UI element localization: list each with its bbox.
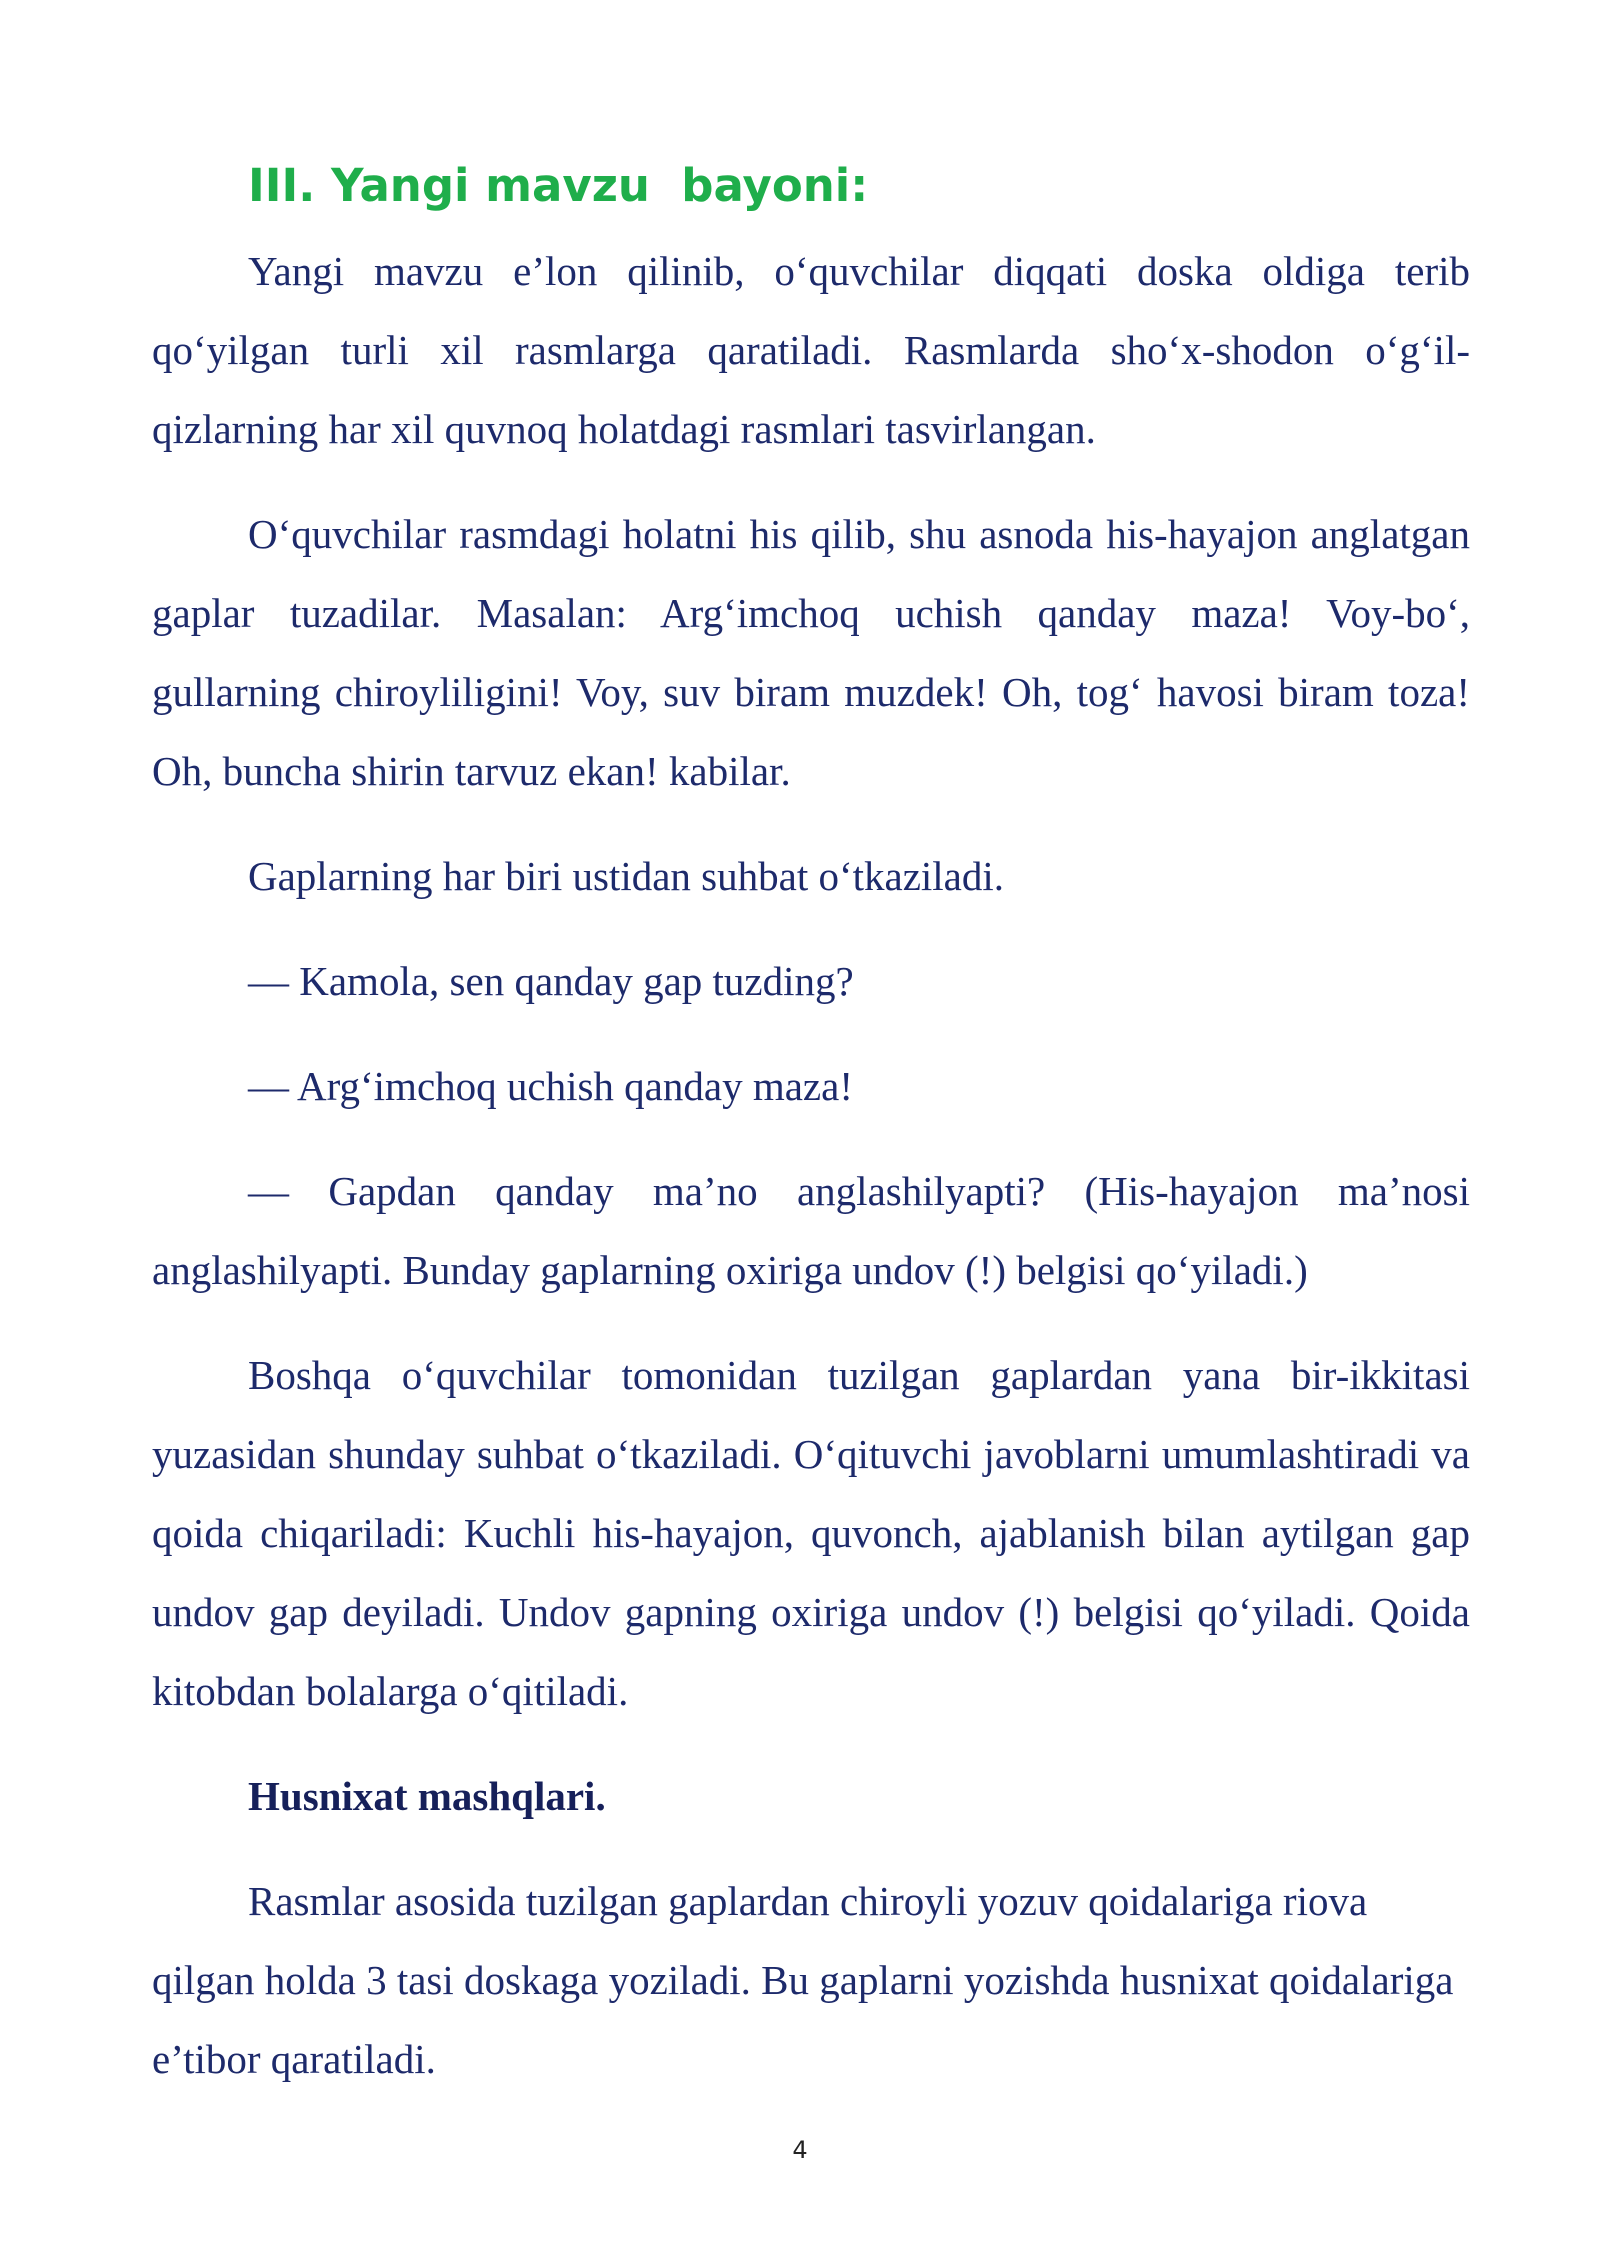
subsection-heading: Husnixat mashqlari. — [248, 1773, 606, 1819]
paragraph-handwriting: Rasmlar asosida tuzilgan gaplardan chiroyli yozuv qoidalariga riova qilgan holda 3 tasi doskaga yoziladi. Bu gaplarni yozishda husnixat qoidalariga e’tibor qaratiladi. — [152, 1878, 1454, 2082]
paragraph-discussion: Gaplarning har biri ustidan suhbat o‘tkaziladi. — [248, 853, 1005, 899]
page-content — [152, 150, 1470, 2125]
paragraph-rule: Boshqa o‘quvchilar tomonidan tuzilgan gaplardan yana bir-ikkitasi yuzasidan shunday suhbat o‘tkaziladi. O‘qituvchi javoblarni umumlashtiradi va qoida chiqariladi: Kuchli his-hayajon, quvonch, ajablanish bilan aytilgan gap undov gap deyiladi. Undov gapning oxiriga undov (!) belgisi qo‘yiladi. Qoida kitobdan bolalarga o‘qitiladi. — [152, 1352, 1470, 1714]
dialogue-line-meaning: — Gapdan qanday ma’no anglashilyapti? (His-hayajon ma’nosi anglashilyapti. Bunday gaplarning oxiriga undov (!) belgisi qo‘yiladi.) — [152, 1168, 1470, 1293]
section-heading: III. Yangi mavzu bayoni: — [248, 159, 869, 212]
page-number: 4 — [792, 2136, 808, 2164]
dialogue-line-answer: — Arg‘imchoq uchish qanday maza! — [248, 1063, 853, 1109]
dialogue-line-question: — Kamola, sen qanday gap tuzding? — [248, 958, 854, 1004]
paragraph-intro: Yangi mavzu e’lon qilinib, o‘quvchilar diqqati doska oldiga terib qo‘yilgan turli xil rasmlarga qaratiladi. Rasmlarda sho‘x-shodon o‘g‘il-qizlarning har xil quvnoq holatdagi rasmlari tasvirlangan. — [152, 248, 1470, 452]
paragraph-examples: O‘quvchilar rasmdagi holatni his qilib, shu asnoda his-hayajon anglatgan gaplar tuzadilar. Masalan: Arg‘imchoq uchish qanday maza! Voy-bo‘, gullarning chiroyliligini! Voy, suv biram muzdek! Oh, tog‘ havosi biram toza! Oh, buncha shirin tarvuz ekan! kabilar. — [152, 511, 1470, 794]
